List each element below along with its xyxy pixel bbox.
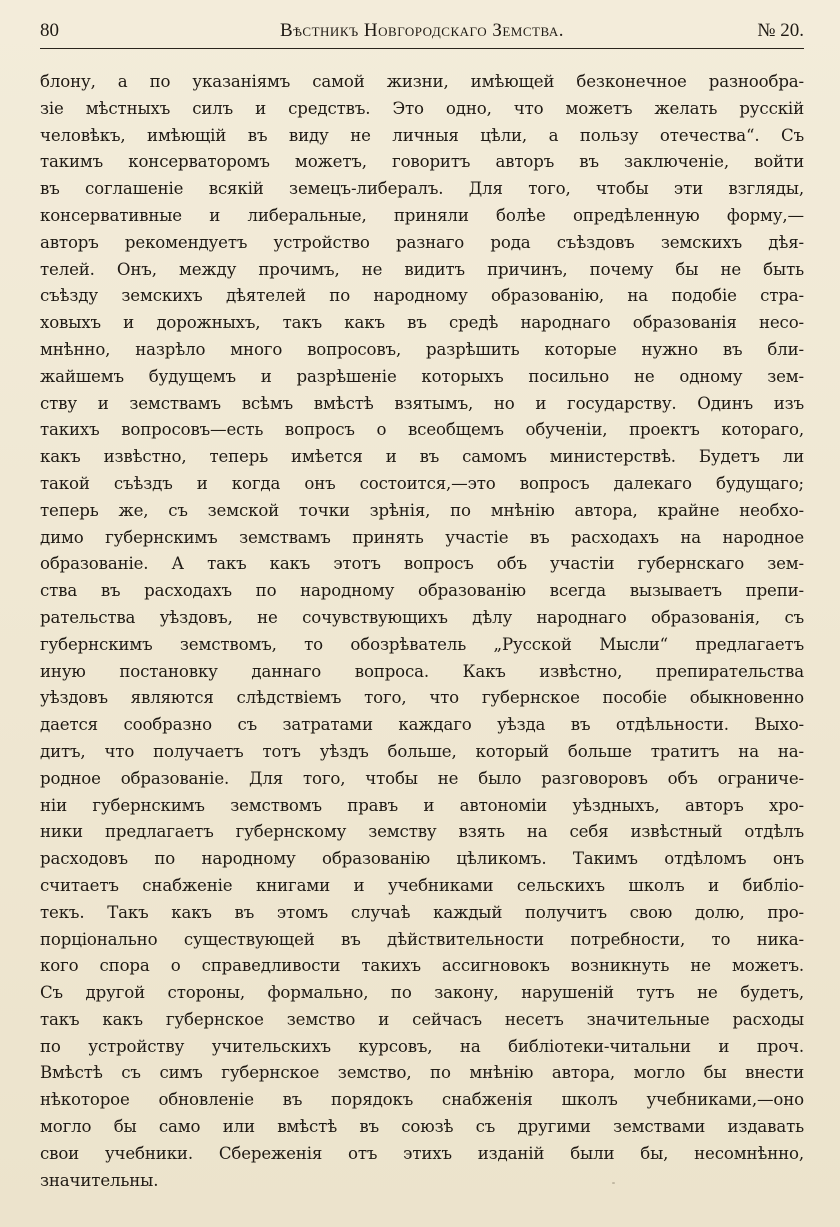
text-line: считаетъ снабженіе книгами и учебниками сельскихъ школъ и библіо- <box>40 875 804 895</box>
text-line: телей. Онъ, между прочимъ, не видитъ причинъ, почему бы не быть <box>40 259 804 279</box>
body-text <box>40 69 804 1194</box>
text-line: порціонально существующей въ дѣйствительности потребности, то ника- <box>40 929 804 949</box>
text-line: такъ какъ губернское земство и сейчасъ несетъ значительные расходы <box>40 1009 804 1029</box>
text-line: зіе мѣстныхъ силъ и средствъ. Это одно, что можетъ желать русскій <box>40 98 804 118</box>
text-line: Вмѣстѣ съ симъ губернское земство, по мнѣнію автора, могло бы внести <box>40 1063 804 1083</box>
text-line: блону, а по указаніямъ самой жизни, имѣющей безконечное разнообра- <box>40 72 804 91</box>
paper-speck <box>612 1182 615 1184</box>
text-line: ники предлагаетъ губернскому земству взять на себя извѣстный отдѣлъ <box>40 822 804 842</box>
text-line: жайшемъ будущемъ и разрѣшеніе которыхъ посильно не одному зем- <box>40 366 804 386</box>
text-line: расходовъ по народному образованію цѣликомъ. Такимъ отдѣломъ онъ <box>40 849 804 869</box>
issue-number: № 20. <box>757 20 804 41</box>
text-line: уѣздовъ являются слѣдствіемъ того, что губернское пособіе обыкновенно <box>40 688 804 708</box>
header-rule <box>40 48 804 49</box>
text-line: кого спора о справедливости такихъ ассигновокъ возникнуть не можетъ. <box>40 956 804 976</box>
text-line: ховыхъ и дорожныхъ, такъ какъ въ средѣ народнаго образованія несо- <box>40 313 804 333</box>
text-line: мнѣнно, назрѣло много вопросовъ, разрѣшить которые нужно въ бли- <box>40 339 804 359</box>
text-line: въ соглашеніе всякій земецъ-либералъ. Для того, чтобы эти взгляды, <box>40 179 804 199</box>
text-line: рательства уѣздовъ, не сочувствующихъ дѣлу народнаго образованія, съ <box>40 607 804 627</box>
text-line: ніи губернскимъ земствомъ правъ и автономіи уѣздныхъ, авторъ хро- <box>40 795 804 815</box>
text-line: съѣзду земскихъ дѣятелей по народному образованію, на подобіе стра- <box>40 286 804 306</box>
text-line: нѣкоторое обновленіе въ порядокъ снабженія школъ учебниками,—оно <box>40 1090 804 1110</box>
paper-speck <box>308 1046 310 1048</box>
text-line: родное образованіе. Для того, чтобы не было разговоровъ объ ограниче- <box>40 768 804 788</box>
text-line: такой съѣздъ и когда онъ состоится,—это вопросъ далекаго будущаго; <box>40 473 804 493</box>
text-line: губернскимъ земствомъ, то обозрѣватель „Русской Мысли“ предлагаетъ <box>40 634 804 654</box>
journal-title: Вѣстникъ Новгородскаго Земства. <box>280 20 564 41</box>
text-line: дается сообразно съ затратами каждаго уѣзда въ отдѣльности. Выхо- <box>40 715 804 735</box>
text-line: димо губернскимъ земствамъ принять участіе въ расходахъ на народное <box>40 527 804 547</box>
text-line: такихъ вопросовъ—есть вопросъ о всеобщемъ обученіи, проектъ котораго, <box>40 420 804 440</box>
text-line: какъ извѣстно, теперь имѣется и въ самомъ министерствѣ. Будетъ ли <box>40 447 804 467</box>
text-line: могло бы само или вмѣстѣ въ союзѣ съ другими земствами издавать <box>40 1117 804 1137</box>
text-line: ству и земствамъ всѣмъ вмѣстѣ взятымъ, но и государству. Одинъ изъ <box>40 393 804 413</box>
text-line: иную постановку даннаго вопроса. Какъ извѣстно, препирательства <box>40 661 804 681</box>
text-line: такимъ консерваторомъ можетъ, говоритъ авторъ въ заключеніе, войти <box>40 152 804 172</box>
text-line: человѣкъ, имѣющій въ виду не личныя цѣли, а пользу отечества“. Съ <box>40 125 804 145</box>
page-number: 80 <box>40 20 59 41</box>
text-line: по устройству учительскихъ курсовъ, на библіотеки-читальни и проч. <box>40 1036 804 1056</box>
text-line: теперь же, съ земской точки зрѣнія, по мнѣнію автора, крайне необхо- <box>40 500 804 520</box>
text-line: текъ. Такъ какъ въ этомъ случаѣ каждый получитъ свою долю, про- <box>40 902 804 922</box>
text-line: Съ другой стороны, формально, по закону, нарушеній тутъ не будетъ, <box>40 983 804 1003</box>
text-line: свои учебники. Сбереженія отъ этихъ изданій были бы, несомнѣнно, <box>40 1143 804 1163</box>
paper-speck <box>103 138 106 141</box>
text-line: авторъ рекомендуетъ устройство разнаго рода съѣздовъ земскихъ дѣя- <box>40 232 804 252</box>
text-line: образованіе. А такъ какъ этотъ вопросъ объ участіи губернскаго зем- <box>40 554 804 574</box>
text-line: ства въ расходахъ по народному образованію всегда вызываетъ препи- <box>40 581 804 601</box>
text-line: консервативные и либеральные, приняли болѣе опредѣленную форму,— <box>40 205 804 225</box>
text-line-last: значительны. <box>40 1170 159 1190</box>
text-line: дитъ, что получаетъ тотъ уѣздъ больше, который больше тратитъ на на- <box>40 741 804 761</box>
running-header <box>40 18 804 44</box>
